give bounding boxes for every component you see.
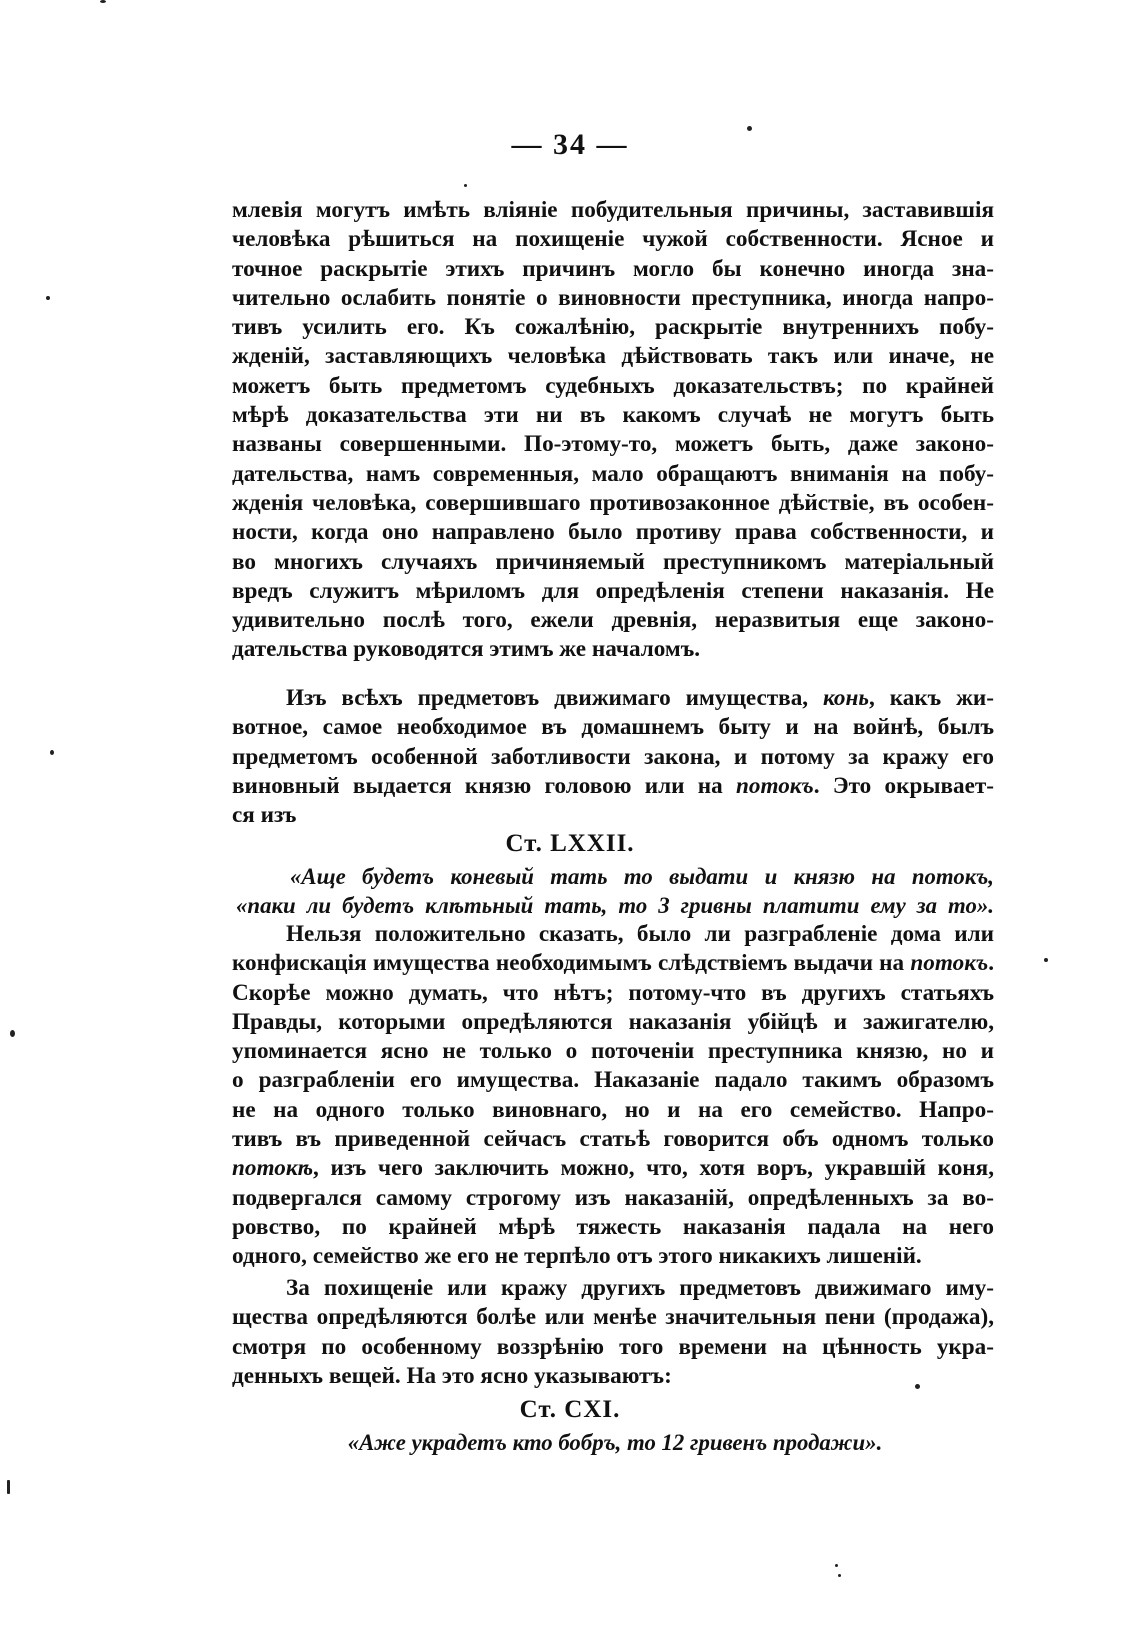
text-line: не на одного только виновнаго, но и на его семейство. Напро- bbox=[232, 1096, 994, 1123]
italic-term: потокъ bbox=[910, 950, 989, 977]
text-run: конфискація имущества необходимымъ слѣдствіемъ выдачи на bbox=[232, 950, 911, 977]
text-line: щества опредѣляются болѣе или менѣе значительныя пени (продажа), bbox=[232, 1304, 994, 1331]
text-line: вотное, самое необходимое въ домашнемъ быту и на войнѣ, былъ bbox=[232, 714, 994, 741]
article-heading: Ст. LXXII. bbox=[505, 830, 635, 857]
text-line: во многихъ случаяхъ причиняемый преступникомъ матеріальный bbox=[232, 548, 994, 575]
scan-speck bbox=[1044, 958, 1048, 962]
text-line: удивительно послѣ того, ежели древнія, неразвитыя еще законо- bbox=[232, 607, 994, 634]
scan-speck bbox=[464, 184, 467, 187]
text-run: . bbox=[988, 950, 994, 977]
text-line: млевія могутъ имѣть вліяніе побудительныя причины, заставившія bbox=[232, 197, 994, 223]
text-line: Правды, которыми опредѣляются наказанія убійцѣ и зажигателю, bbox=[232, 1008, 994, 1035]
text-line bbox=[232, 684, 994, 713]
text-line: чительно ослабить понятіе о виновности преступника, иногда напро- bbox=[232, 284, 994, 311]
text-line: вредъ служитъ мѣриломъ для опредѣленія степени наказанія. Не bbox=[232, 577, 994, 604]
text-line: можетъ быть предметомъ судебныхъ доказательствъ; по крайней bbox=[232, 372, 994, 399]
quote-line: «Аже украдетъ кто бобръ, то 12 гривенъ продажи». bbox=[347, 1430, 883, 1455]
paragraph-1 bbox=[232, 196, 994, 665]
page-number: — 34 — bbox=[511, 128, 629, 161]
text-line: жденія человѣка, совершившаго противозаконное дѣйствіе, въ особен- bbox=[232, 489, 994, 516]
text-line: ровство, по крайней мѣрѣ тяжесть наказанія падала на него bbox=[232, 1213, 994, 1240]
text-line bbox=[232, 1154, 994, 1183]
text-line: упоминается ясно не только о поточеніи преступника князю, но и bbox=[232, 1038, 994, 1065]
text-line: Нельзя положительно сказать, было ли разграбленіе дома или bbox=[286, 921, 994, 947]
scan-speck bbox=[7, 1480, 10, 1494]
text-run: , изъ чего заключить можно, что, хотя воръ, укравшій коня, bbox=[313, 1155, 994, 1182]
text-run: виновный выдается князю головою или на bbox=[232, 772, 736, 799]
text-line: ности, когда оно направлено было противу права собственности, и bbox=[232, 519, 994, 546]
scan-speck bbox=[10, 1030, 15, 1037]
scan-speck bbox=[46, 296, 50, 300]
text-line: жденій, заставляющихъ человѣка дѣйствовать такъ или иначе, не bbox=[232, 343, 994, 370]
scan-speck bbox=[100, 0, 106, 3]
text-line: дательства, намъ современныя, мало обращаютъ вниманія на побу- bbox=[232, 460, 994, 487]
text-line: мѣрѣ доказательства эти ни въ какомъ случаѣ не могутъ быть bbox=[232, 402, 994, 429]
paragraph-4 bbox=[232, 1274, 994, 1391]
text-line: За похищеніе или кражу другихъ предметовъ движимаго иму- bbox=[286, 1275, 994, 1301]
text-line: денныхъ вещей. На это ясно указываютъ: bbox=[232, 1362, 672, 1389]
scan-speck bbox=[50, 750, 54, 755]
article-heading: Ст. CXI. bbox=[519, 1396, 621, 1423]
text-line: ся изъ bbox=[232, 802, 297, 829]
text-line: подвергался самому строгому изъ наказаній, опредѣленныхъ за во- bbox=[232, 1184, 994, 1211]
text-line: названы совершенными. По-этому-то, можетъ быть, даже законо- bbox=[232, 431, 994, 458]
text-line: точное раскрытіе этихъ причинъ могло бы конечно иногда зна- bbox=[232, 255, 994, 282]
scan-speck bbox=[915, 1384, 920, 1389]
scan-speck bbox=[838, 1574, 841, 1577]
paragraph-2 bbox=[232, 684, 994, 830]
text-line: тивъ въ приведенной сейчасъ статьѣ говорится объ одномъ только bbox=[232, 1126, 994, 1153]
text-line: Скорѣе можно думать, что нѣтъ; потому-что въ другихъ статьяхъ bbox=[232, 979, 994, 1006]
text-line: одного, семейство же его не терпѣло отъ этого никакихъ лишеній. bbox=[232, 1243, 922, 1270]
text-line: о разграбленіи его имущества. Наказаніе падало такимъ образомъ bbox=[232, 1067, 994, 1094]
paragraph-3 bbox=[232, 920, 994, 1272]
quote-line: «паки ли будетъ клѣтьный тать, то 3 гривны платити ему за то». bbox=[236, 893, 994, 919]
italic-term: конь bbox=[823, 685, 869, 711]
text-line: человѣка рѣшиться на похищеніе чужой собственности. Ясное и bbox=[232, 226, 994, 253]
text-line bbox=[232, 949, 994, 978]
scan-speck bbox=[747, 126, 752, 131]
text-line: тивъ усилить его. Къ сожалѣнію, раскрытіе внутреннихъ побу- bbox=[232, 314, 994, 341]
italic-term: потокъ bbox=[735, 772, 814, 799]
article-quote bbox=[236, 1428, 994, 1457]
text-line: смотря по особенному воззрѣнію того времени на цѣнность укра- bbox=[232, 1333, 994, 1360]
italic-term: потокѣ bbox=[232, 1155, 314, 1182]
article-quote bbox=[236, 862, 994, 921]
text-line: предметомъ особенной заботливости закона, и потому за кражу его bbox=[232, 743, 994, 770]
text-line: дательства руководятся этимъ же началомъ. bbox=[232, 636, 701, 663]
text-line bbox=[232, 772, 994, 801]
text-run: Изъ всѣхъ предметовъ движимаго имущества, bbox=[286, 685, 824, 711]
text-run: . Это окрывает- bbox=[813, 772, 994, 799]
scan-speck bbox=[835, 1564, 838, 1567]
quote-line: «Аще будетъ коневый тать то выдати и князю на потокъ, bbox=[290, 864, 994, 889]
text-run: , какъ жи- bbox=[868, 685, 994, 711]
